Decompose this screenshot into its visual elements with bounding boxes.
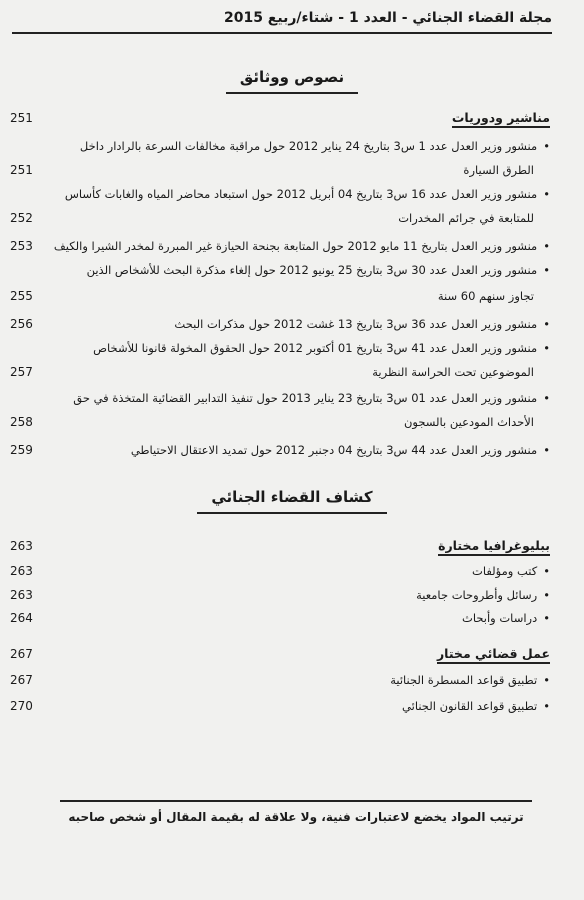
toc-item-line: • منشور وزير العدل عدد 01 س3 بتاريخ 23 يناير 2013 حول تنفيذ التدابير القضائية المتخذة في حق — [73, 390, 550, 406]
toc-item-line: • كتب ومؤلفات — [472, 563, 550, 579]
toc-item-line: • منشور وزير العدل عدد 41 س3 بتاريخ 01 أكتوبر 2012 حول الحقوق المخولة قانونا للأشخاص — [93, 340, 550, 356]
heading-label: عمل قضائي مختار — [437, 646, 550, 664]
toc-item-line: الأحداث المودعين بالسجون — [403, 415, 534, 429]
toc-item-line: • رسائل وأطروحات جامعية — [416, 587, 550, 603]
toc-item-line: للمتابعة في جرائم المخدرات — [398, 211, 534, 225]
page-number: 263 — [10, 539, 33, 553]
footer-note: ترتيب المواد يخضع لاعتبارات فنية، ولا علاقة له بقيمة المقال أو شخص صاحبه — [68, 810, 524, 824]
journal-header: مجلة القضاء الجنائي - العدد 1 - شتاء/ربيع 2015 — [12, 10, 552, 34]
toc-item-line: • دراسات وأبحاث — [462, 610, 550, 626]
toc-item-line: • منشور وزير العدل بتاريخ 11 مايو 2012 حول المتابعة بجنحة الحيازة غير المبررة لمخدر الشيرا والكيف — [54, 238, 550, 254]
toc-item-line: • منشور وزير العدل عدد 36 س3 بتاريخ 13 غشت 2012 حول مذكرات البحث — [174, 316, 550, 332]
page-number: 258 — [10, 415, 33, 429]
toc-item-line: • تطبيق قواعد القانون الجنائي — [402, 698, 550, 714]
footer-divider — [60, 800, 532, 802]
page-number: 263 — [10, 564, 33, 578]
heading-label: مناشير ودوريات — [452, 110, 550, 128]
page-number: 251 — [10, 163, 33, 177]
page-number: 259 — [10, 443, 33, 457]
toc-item-line: • منشور وزير العدل عدد 44 س3 بتاريخ 04 دجنبر 2012 حول تمديد الاعتقال الاحتياطي — [131, 442, 550, 458]
toc-item-line: الطرق السيارة — [463, 163, 534, 177]
page-number: 255 — [10, 289, 33, 303]
page-number: 270 — [10, 699, 33, 713]
toc-item-line: • منشور وزير العدل عدد 1 س3 بتاريخ 24 يناير 2012 حول مراقبة مخالفات السرعة بالرادار داخل — [80, 138, 550, 154]
section-title-texts-label: نصوص ووثائق — [226, 68, 358, 94]
toc-item-line: الموضوعين تحت الحراسة النظرية — [372, 365, 534, 379]
page-number: 264 — [10, 611, 33, 625]
toc-item-line: • منشور وزير العدل عدد 16 س3 بتاريخ 04 أبريل 2012 حول استبعاد محاضر المياه والغابات كأساس — [65, 186, 550, 202]
page-number: 263 — [10, 588, 33, 602]
page-number: 253 — [10, 239, 33, 253]
section-title-index — [0, 488, 584, 514]
page-number: 252 — [10, 211, 33, 225]
section-title-texts — [0, 68, 584, 94]
page-number: 267 — [10, 673, 33, 687]
toc-item-line: • منشور وزير العدل عدد 30 س3 بتاريخ 25 يونيو 2012 حول إلغاء مذكرة البحث للأشخاص الذين — [87, 262, 550, 278]
page-number: 256 — [10, 317, 33, 331]
toc-item-line: • تطبيق قواعد المسطرة الجنائية — [390, 672, 550, 688]
page-number: 267 — [10, 647, 33, 661]
page-number: 251 — [10, 111, 33, 125]
heading-label: ببليوغرافيا مختارة — [438, 538, 550, 556]
section-title-index-label: كشاف القضاء الجنائي — [197, 488, 386, 514]
page-number: 257 — [10, 365, 33, 379]
toc-item-line: تجاوز سنهم 60 سنة — [437, 289, 534, 303]
